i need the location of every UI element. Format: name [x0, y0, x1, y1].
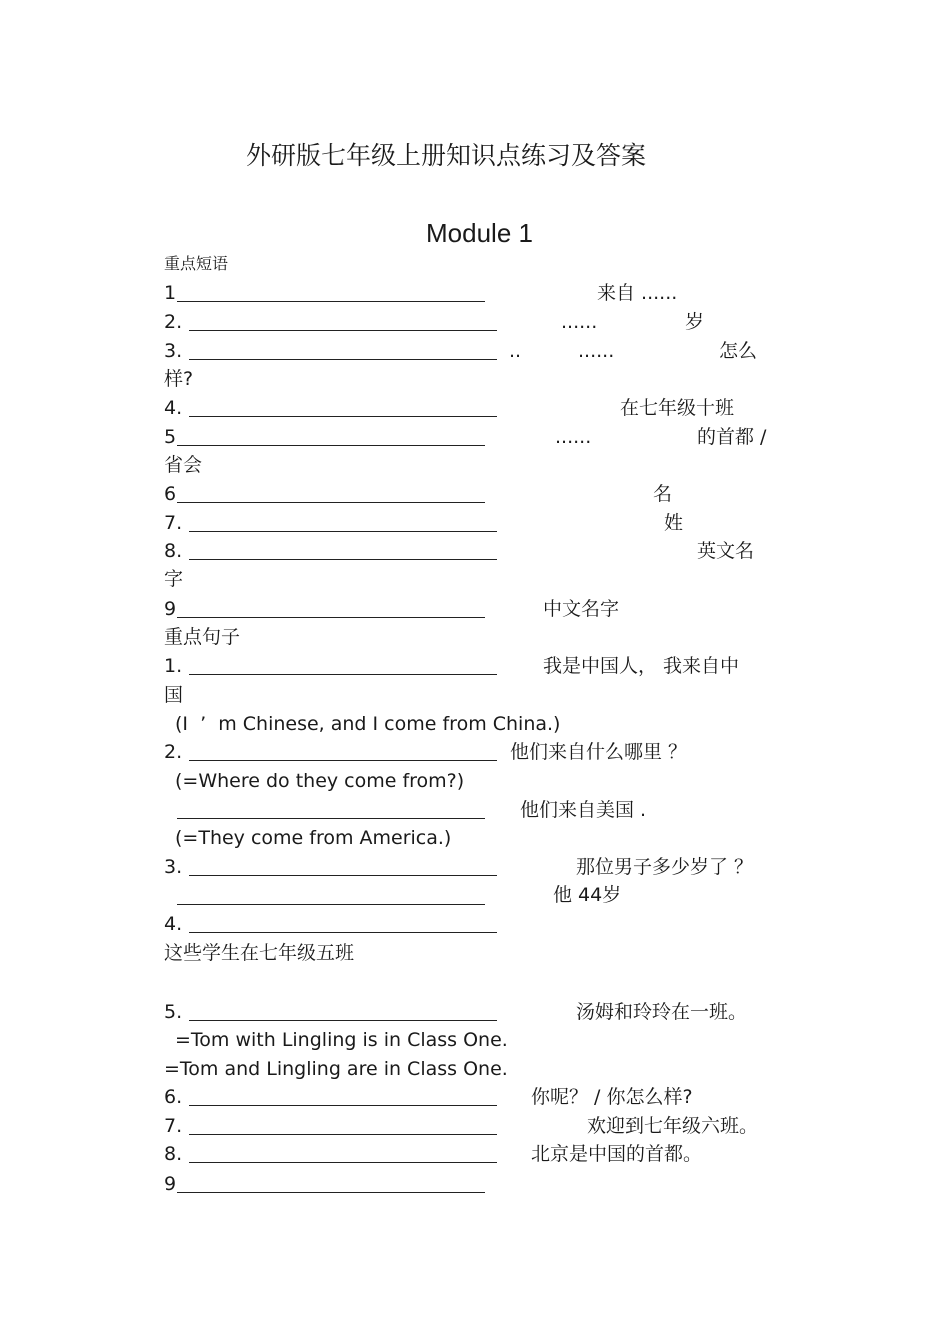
- answer-blank[interactable]: [189, 875, 497, 876]
- hint-text: 他们来自美国 .: [520, 799, 647, 821]
- hint-text: 在七年级十班: [620, 397, 735, 419]
- answer-blank[interactable]: [177, 502, 485, 503]
- hint-text: 怎么: [719, 340, 758, 362]
- english-answer: =Tom and Lingling are in Class One.: [164, 1058, 508, 1080]
- hint-wrap-text: 国: [164, 684, 184, 706]
- english-answer: (I ’ m Chinese, and I come from China.): [175, 713, 561, 735]
- item-number: 8.: [164, 540, 183, 562]
- hint-wrap-text: 省会: [164, 454, 203, 476]
- item-number: 4.: [164, 397, 183, 419]
- document-title: 外研版七年级上册知识点练习及答案: [246, 141, 647, 170]
- english-answer: =Tom with Lingling is in Class One.: [175, 1029, 508, 1051]
- hint-text: 他们来自什么哪里 ？: [510, 741, 688, 763]
- item-number: 4.: [164, 913, 183, 935]
- item-number: 7.: [164, 512, 183, 534]
- answer-blank[interactable]: [189, 760, 497, 761]
- answer-blank[interactable]: [189, 330, 497, 331]
- sentences-heading: 重点句子: [164, 626, 241, 648]
- hint-text: 那位男子多少岁了 ？: [576, 856, 754, 878]
- english-answer: (=They come from America.): [175, 827, 452, 849]
- hint-wrap-text: 这些学生在七年级五班: [164, 942, 355, 964]
- english-answer: (=Where do they come from?): [175, 770, 465, 792]
- answer-blank[interactable]: [177, 818, 485, 819]
- item-number: 2.: [164, 311, 183, 333]
- hint-text: 英文名: [697, 540, 755, 562]
- hint-text: ......: [555, 426, 592, 448]
- answer-blank[interactable]: [189, 932, 497, 933]
- hint-text: 汤姆和玲玲在一班。: [576, 1001, 748, 1023]
- item-number: 1: [164, 282, 177, 304]
- hint-text: ......: [561, 311, 598, 333]
- hint-text: 中文名字: [543, 598, 620, 620]
- item-number: 3.: [164, 340, 183, 362]
- item-number: 3.: [164, 856, 183, 878]
- hint-text: ..: [509, 340, 522, 362]
- answer-blank[interactable]: [189, 531, 497, 532]
- answer-blank[interactable]: [177, 617, 485, 618]
- answer-blank[interactable]: [189, 559, 497, 560]
- hint-wrap-text: 字: [164, 568, 184, 590]
- answer-blank[interactable]: [177, 904, 485, 905]
- item-number: 6: [164, 483, 177, 505]
- item-number: 8.: [164, 1143, 183, 1165]
- item-number: 9: [164, 1173, 177, 1195]
- answer-blank[interactable]: [177, 445, 485, 446]
- answer-blank[interactable]: [177, 301, 485, 302]
- answer-blank[interactable]: [189, 359, 497, 360]
- item-number: 2.: [164, 741, 183, 763]
- hint-text: 姓: [664, 512, 684, 534]
- answer-blank[interactable]: [177, 1192, 485, 1193]
- hint-wrap-text: 样?: [164, 368, 194, 390]
- answer-blank[interactable]: [189, 1105, 497, 1106]
- answer-blank[interactable]: [189, 1020, 497, 1021]
- phrases-heading: 重点短语: [164, 254, 229, 273]
- hint-text: 欢迎到七年级六班。: [587, 1115, 759, 1137]
- hint-text: 来自 ......: [597, 282, 678, 304]
- hint-text: ......: [578, 340, 615, 362]
- item-number: 5: [164, 426, 177, 448]
- hint-text: 名: [653, 483, 673, 505]
- item-number: 9: [164, 598, 177, 620]
- answer-blank[interactable]: [189, 416, 497, 417]
- item-number: 6.: [164, 1086, 183, 1108]
- item-number: 1.: [164, 655, 183, 677]
- item-number: 5.: [164, 1001, 183, 1023]
- answer-blank[interactable]: [189, 1134, 497, 1135]
- answer-blank[interactable]: [189, 1162, 497, 1163]
- hint-text: 岁: [685, 311, 705, 333]
- module-heading: Module 1: [426, 218, 533, 248]
- item-number: 7.: [164, 1115, 183, 1137]
- hint-text: 他 44岁: [553, 884, 622, 906]
- hint-text: 我是中国人， 我来自中: [543, 655, 740, 677]
- hint-text: 你呢？ / 你怎么样?: [531, 1086, 693, 1108]
- hint-text: 的首都 /: [697, 426, 767, 448]
- hint-text: 北京是中国的首都。: [531, 1143, 703, 1165]
- answer-blank[interactable]: [189, 674, 497, 675]
